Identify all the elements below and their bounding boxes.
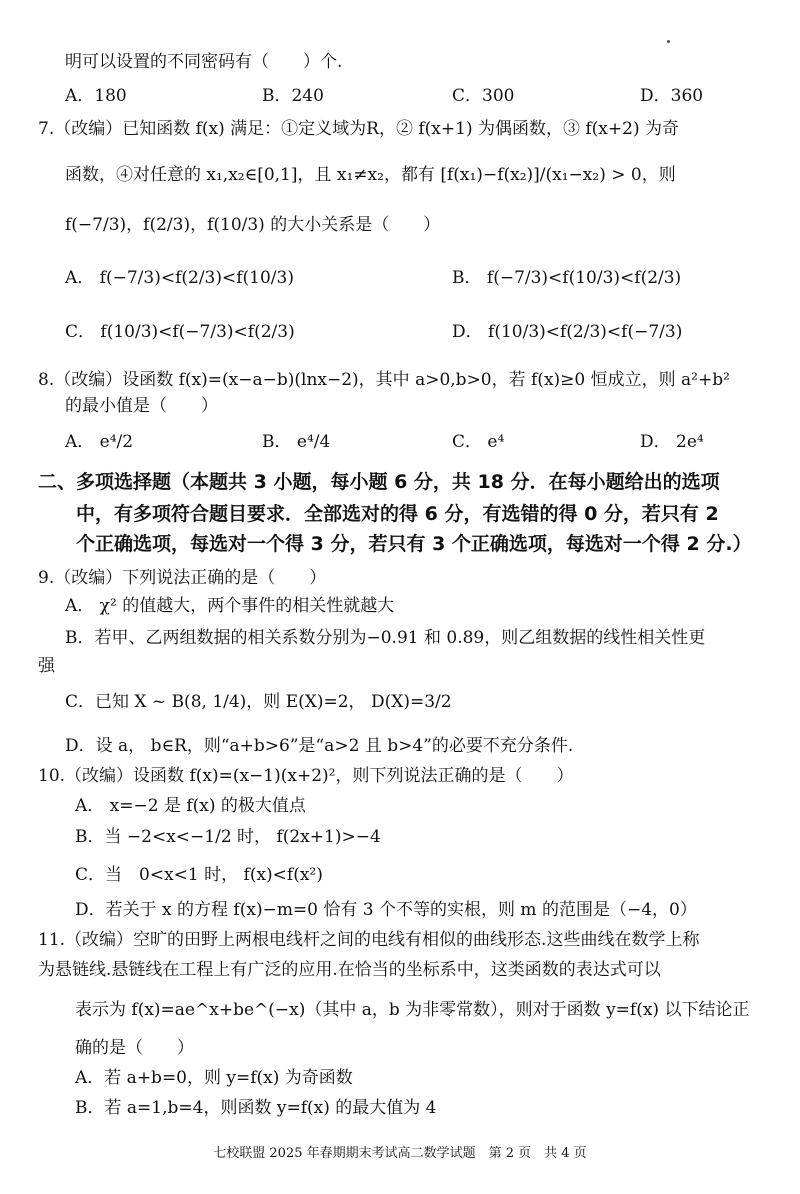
scan-speck <box>667 40 670 43</box>
q7-option-b: B． f(−7/3)<f(10/3)<f(2/3) <box>452 268 682 288</box>
q11-stem-line-1: 11.（改编）空旷的田野上两根电线杆之间的电线有相似的曲线形态.这些曲线在数学上称 <box>38 930 700 950</box>
q8-option-d: D． 2e⁴ <box>640 432 704 452</box>
q9-option-b-line-1: B．若甲、乙两组数据的相关系数分别为−0.91 和 0.89，则乙组数据的线性相关性更 <box>65 628 706 648</box>
q8-option-b: B． e⁴/4 <box>262 432 331 452</box>
page-footer: 七校联盟 2025 年春期期末考试高二数学试题 第 2 页 共 4 页 <box>213 1146 587 1161</box>
q7-option-d: D． f(10/3)<f(2/3)<f(−7/3) <box>452 322 683 342</box>
q6-option-b: B．240 <box>262 86 324 106</box>
q6-option-d: D．360 <box>640 86 704 106</box>
q8-stem-line-2: 的最小值是（ ） <box>65 396 218 416</box>
section-heading-line-2: 中，有多项符合题目要求．全部选对的得 6 分，有选错的得 0 分，若只有 2 <box>76 503 719 525</box>
q9-option-c: C．已知 X ~ B(8, 1/4)，则 E(X)=2， D(X)=3/2 <box>65 692 452 712</box>
q6-option-c: C．300 <box>452 86 515 106</box>
q7-option-c: C． f(10/3)<f(−7/3)<f(2/3) <box>65 322 295 342</box>
q8-stem-line-1: 8.（改编）设函数 f(x)=(x−a−b)(lnx−2)，其中 a>0,b>0，若 f(x)≥0 恒成立，则 a²+b² <box>38 370 730 390</box>
q11-stem-line-3: 表示为 f(x)=ae^x+be^(−x)（其中 a，b 为非零常数），则对于函数 y=f(x) 以下结论正 <box>75 1000 750 1020</box>
q11-option-b: B．若 a=1,b=4，则函数 y=f(x) 的最大值为 4 <box>75 1098 437 1118</box>
q8-option-a: A． e⁴/2 <box>65 432 134 452</box>
q11-option-a: A．若 a+b=0，则 y=f(x) 为奇函数 <box>75 1068 353 1088</box>
q7-stem-line-2: 函数，④对任意的 x₁,x₂∈[0,1]，且 x₁≠x₂，都有 [f(x₁)−f(x₂)]/(x₁−x₂) > 0，则 <box>65 165 676 185</box>
q10-option-a: A． x=−2 是 f(x) 的极大值点 <box>75 796 306 816</box>
q10-stem: 10.（改编）设函数 f(x)=(x−1)(x+2)²，则下列说法正确的是（ ） <box>38 766 574 786</box>
q10-option-d: D．若关于 x 的方程 f(x)−m=0 恰有 3 个不等的实根，则 m 的范围是（−4，0） <box>75 900 697 920</box>
q9-option-b-line-2: 强 <box>38 656 55 676</box>
q11-stem-line-4: 确的是（ ） <box>75 1038 194 1058</box>
q7-stem-line-3: f(−7/3)，f(2/3)，f(10/3) 的大小关系是（ ） <box>65 215 441 235</box>
q7-option-a: A． f(−7/3)<f(2/3)<f(10/3) <box>65 268 294 288</box>
q9-stem: 9.（改编）下列说法正确的是（ ） <box>38 568 327 588</box>
section-heading-line-3: 个正确选项，每选对一个得 3 分，若只有 3 个正确选项，每选对一个得 2 分.） <box>76 533 752 555</box>
q6-tail-line: 明可以设置的不同密码有（ ）个. <box>65 52 343 72</box>
q11-stem-line-2: 为悬链线.悬链线在工程上有广泛的应用.在恰当的坐标系中，这类函数的表达式可以 <box>38 960 661 980</box>
section-heading-line-1: 二、多项选择题（本题共 3 小题，每小题 6 分，共 18 分．在每小题给出的选项 <box>38 471 720 493</box>
q9-option-a: A． χ² 的值越大，两个事件的相关性就越大 <box>65 596 395 616</box>
q7-stem-line-1: 7.（改编）已知函数 f(x) 满足：①定义域为R，② f(x+1) 为偶函数，③ f(x+2) 为奇 <box>38 119 679 139</box>
q10-option-b: B．当 −2<x<−1/2 时， f(2x+1)>−4 <box>75 827 381 847</box>
q9-option-d: D．设 a， b∈R，则“a+b>6”是“a>2 且 b>4”的必要不充分条件. <box>65 736 574 756</box>
q6-option-a: A．180 <box>65 86 127 106</box>
q8-option-c: C． e⁴ <box>452 432 505 452</box>
q10-option-c: C．当 0<x<1 时， f(x)<f(x²) <box>75 865 323 885</box>
